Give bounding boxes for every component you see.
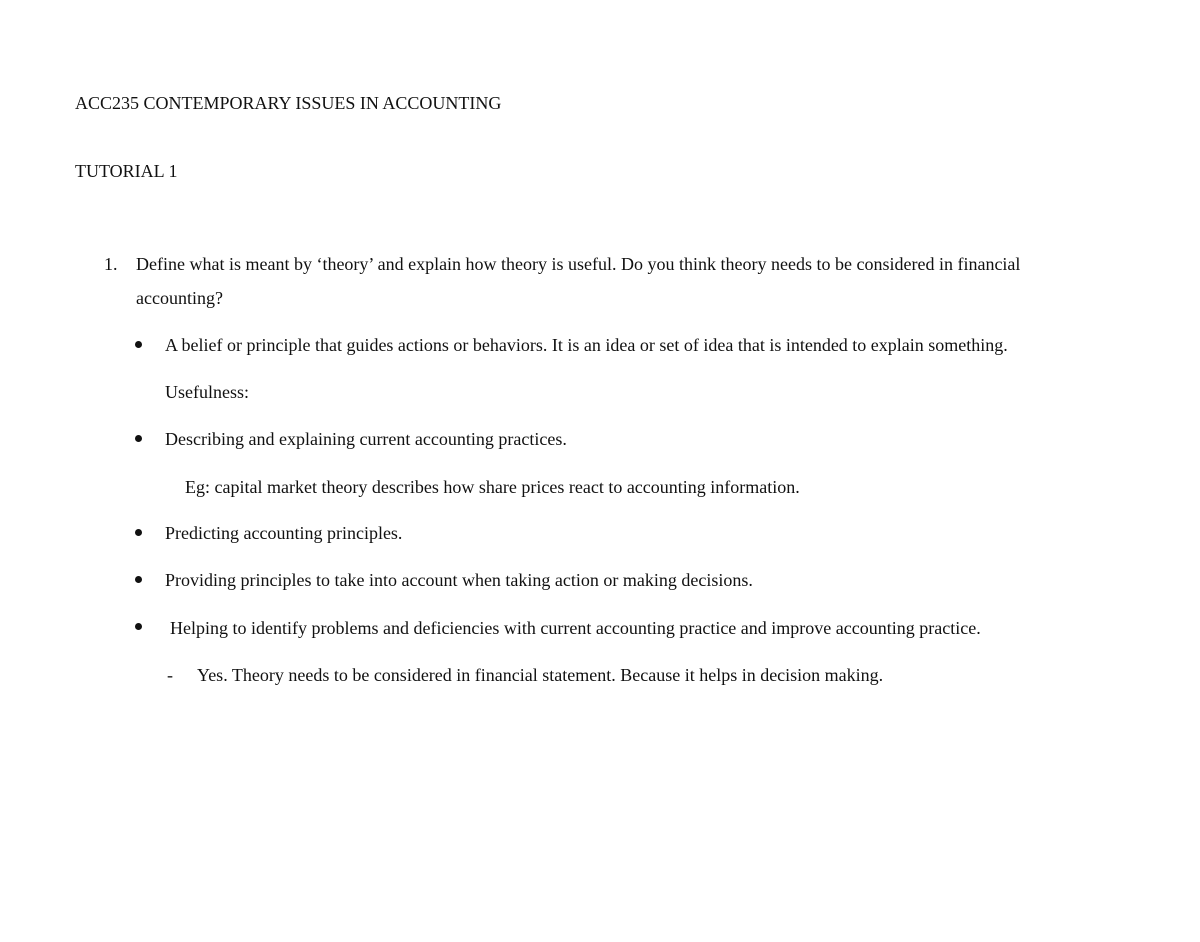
bullet-icon — [135, 576, 142, 583]
bullet-icon — [135, 529, 142, 536]
bullet-icon — [135, 435, 142, 442]
usefulness-point-4: Helping to identify problems and deficiencies with current accounting practice and improve accounting practice. — [170, 618, 981, 638]
dash-marker: - — [167, 665, 173, 685]
definition-text: A belief or principle that guides actions or behaviors. It is an idea or set of idea that is intended to explain something. — [165, 335, 1008, 355]
question-text-line-1: Define what is meant by ‘theory’ and explain how theory is useful. Do you think theory needs to be considered in financial — [136, 254, 1021, 274]
usefulness-heading: Usefulness: — [165, 382, 249, 402]
example-text: Eg: capital market theory describes how share prices react to accounting information. — [185, 477, 800, 497]
question-text-line-2: accounting? — [136, 288, 223, 308]
conclusion-text: Yes. Theory needs to be considered in financial statement. Because it helps in decision making. — [197, 665, 884, 685]
usefulness-point-1: Describing and explaining current accounting practices. — [165, 429, 567, 449]
tutorial-title: TUTORIAL 1 — [75, 161, 178, 181]
bullet-icon — [135, 341, 142, 348]
question-number: 1. — [104, 254, 118, 274]
course-title: ACC235 CONTEMPORARY ISSUES IN ACCOUNTING — [75, 93, 502, 113]
usefulness-point-2: Predicting accounting principles. — [165, 523, 403, 543]
usefulness-point-3: Providing principles to take into account when taking action or making decisions. — [165, 570, 753, 590]
bullet-icon — [135, 623, 142, 630]
